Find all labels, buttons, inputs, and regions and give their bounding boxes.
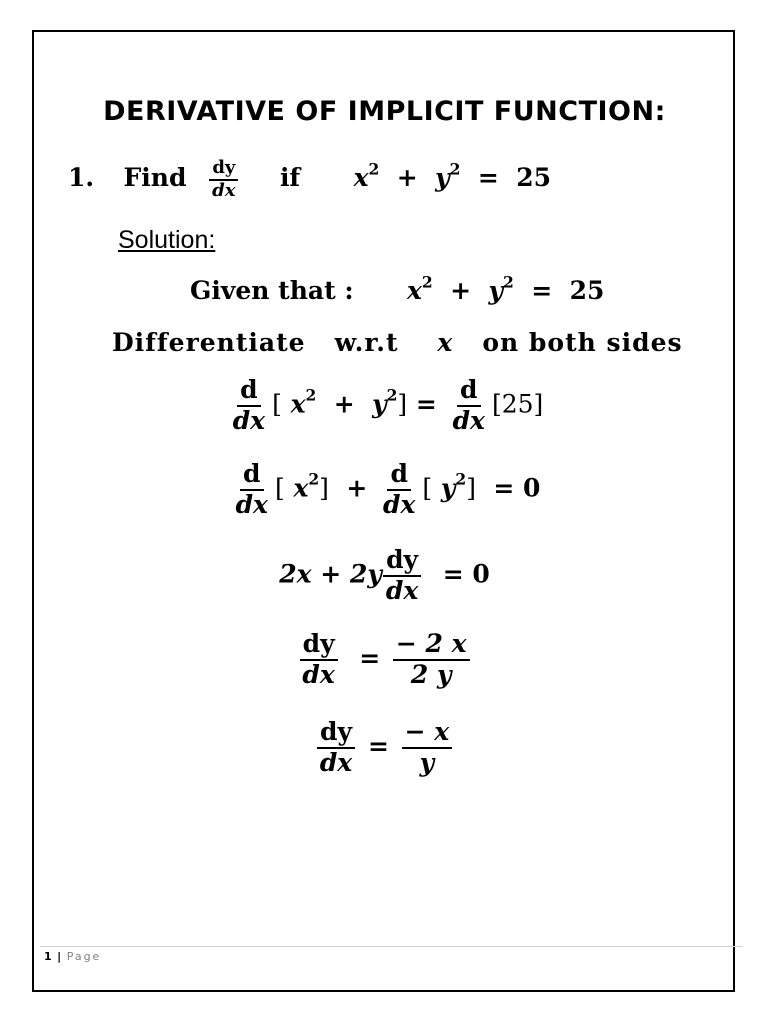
rhs-zero: = 0 xyxy=(442,559,490,589)
page-title: DERIVATIVE OF IMPLICIT FUNCTION: xyxy=(103,96,666,127)
step-1-equation xyxy=(34,376,735,436)
equals-sign: = xyxy=(415,389,437,419)
footer-separator: | xyxy=(57,950,62,963)
problem-number: 1. xyxy=(68,163,95,193)
final-fraction xyxy=(402,718,453,778)
right-bracket: ] xyxy=(319,473,329,503)
var-y: y xyxy=(435,163,450,193)
d-dx-operator xyxy=(450,376,488,436)
page-footer xyxy=(44,950,101,963)
plus-sign: + xyxy=(396,163,418,193)
var-y: y xyxy=(372,389,387,419)
result-denominator: 2 y xyxy=(410,659,452,689)
result-numerator: − 2 x xyxy=(393,630,470,661)
footer-divider xyxy=(40,946,743,947)
solution-label: Solution: xyxy=(118,226,216,254)
final-denominator: y xyxy=(419,747,435,777)
step-2-equation xyxy=(34,460,735,520)
rhs-bracket-value: [25] xyxy=(491,389,544,419)
d-dx-operator xyxy=(233,460,271,520)
exponent: 2 xyxy=(449,159,461,179)
right-bracket: ] xyxy=(466,473,476,503)
page-number: 1 xyxy=(44,950,52,963)
var-x: x xyxy=(290,389,306,419)
fraction-denominator: dx xyxy=(385,575,419,605)
exponent: 2 xyxy=(386,385,398,405)
dy-dx-fraction xyxy=(317,718,355,778)
fraction-numerator: dy xyxy=(383,546,421,577)
var-y: y xyxy=(440,473,456,503)
rhs-value: 25 xyxy=(569,276,605,305)
fraction-denominator: dx xyxy=(212,179,236,201)
differentiate-line xyxy=(112,328,683,357)
fraction-denominator: dx xyxy=(319,747,353,777)
exponent: 2 xyxy=(308,469,320,489)
result-fraction xyxy=(393,630,470,690)
term-2y: + 2y xyxy=(320,559,382,589)
equals-sign: = xyxy=(367,731,389,761)
right-bracket: ] xyxy=(397,389,408,419)
dx-denominator: dx xyxy=(235,489,268,519)
rhs-zero: = 0 xyxy=(493,473,541,503)
given-line xyxy=(190,272,605,305)
exponent: 2 xyxy=(421,272,433,292)
equals-sign: = xyxy=(531,276,553,305)
fraction-denominator: dx xyxy=(302,659,335,689)
plus-sign: + xyxy=(346,473,368,503)
plus-sign: + xyxy=(450,276,472,305)
dy-dx-fraction xyxy=(299,630,337,690)
wrt-word: w.r.t xyxy=(334,328,399,357)
exponent: 2 xyxy=(305,385,317,405)
rhs-value: 25 xyxy=(516,163,552,193)
dx-denominator: dx xyxy=(383,489,416,519)
dx-denominator: dx xyxy=(232,405,266,435)
d-numerator: d xyxy=(237,376,260,407)
step-5-equation xyxy=(34,718,735,778)
if-word: if xyxy=(279,163,301,193)
d-dx-operator xyxy=(380,460,418,520)
var-x: x xyxy=(353,163,369,193)
fraction-numerator: dy xyxy=(300,630,338,661)
left-bracket: [ xyxy=(422,473,433,503)
equals-sign: = xyxy=(359,643,381,673)
fraction-numerator: dy xyxy=(317,718,355,749)
left-bracket: [ xyxy=(272,389,282,419)
var-x: x xyxy=(407,276,422,305)
d-numerator: d xyxy=(457,376,480,407)
var-x: x xyxy=(437,328,454,357)
final-numerator: − x xyxy=(402,718,453,749)
dx-denominator: dx xyxy=(452,405,485,435)
given-label: Given that : xyxy=(190,276,354,305)
problem-statement xyxy=(68,158,551,201)
exponent: 2 xyxy=(503,272,514,292)
page-label: Page xyxy=(66,950,102,963)
step-3-equation xyxy=(34,546,735,606)
d-dx-operator xyxy=(230,376,268,436)
find-word: Find xyxy=(123,163,187,193)
d-numerator: d xyxy=(240,460,263,491)
step-4-equation xyxy=(34,630,735,690)
dy-dx-fraction xyxy=(209,158,238,201)
var-y: y xyxy=(488,276,504,305)
differentiate-word: Differentiate xyxy=(112,328,306,357)
plus-sign: + xyxy=(333,389,355,419)
both-sides-text: on both sides xyxy=(482,328,683,357)
dy-dx-fraction xyxy=(383,546,421,606)
fraction-numerator: dy xyxy=(209,158,238,181)
exponent: 2 xyxy=(368,159,380,179)
left-bracket: [ xyxy=(274,473,285,503)
var-x: x xyxy=(293,473,309,503)
term-2x: 2x xyxy=(279,559,312,589)
d-numerator: d xyxy=(387,460,410,491)
exponent: 2 xyxy=(455,469,467,489)
equals-sign: = xyxy=(477,163,499,193)
